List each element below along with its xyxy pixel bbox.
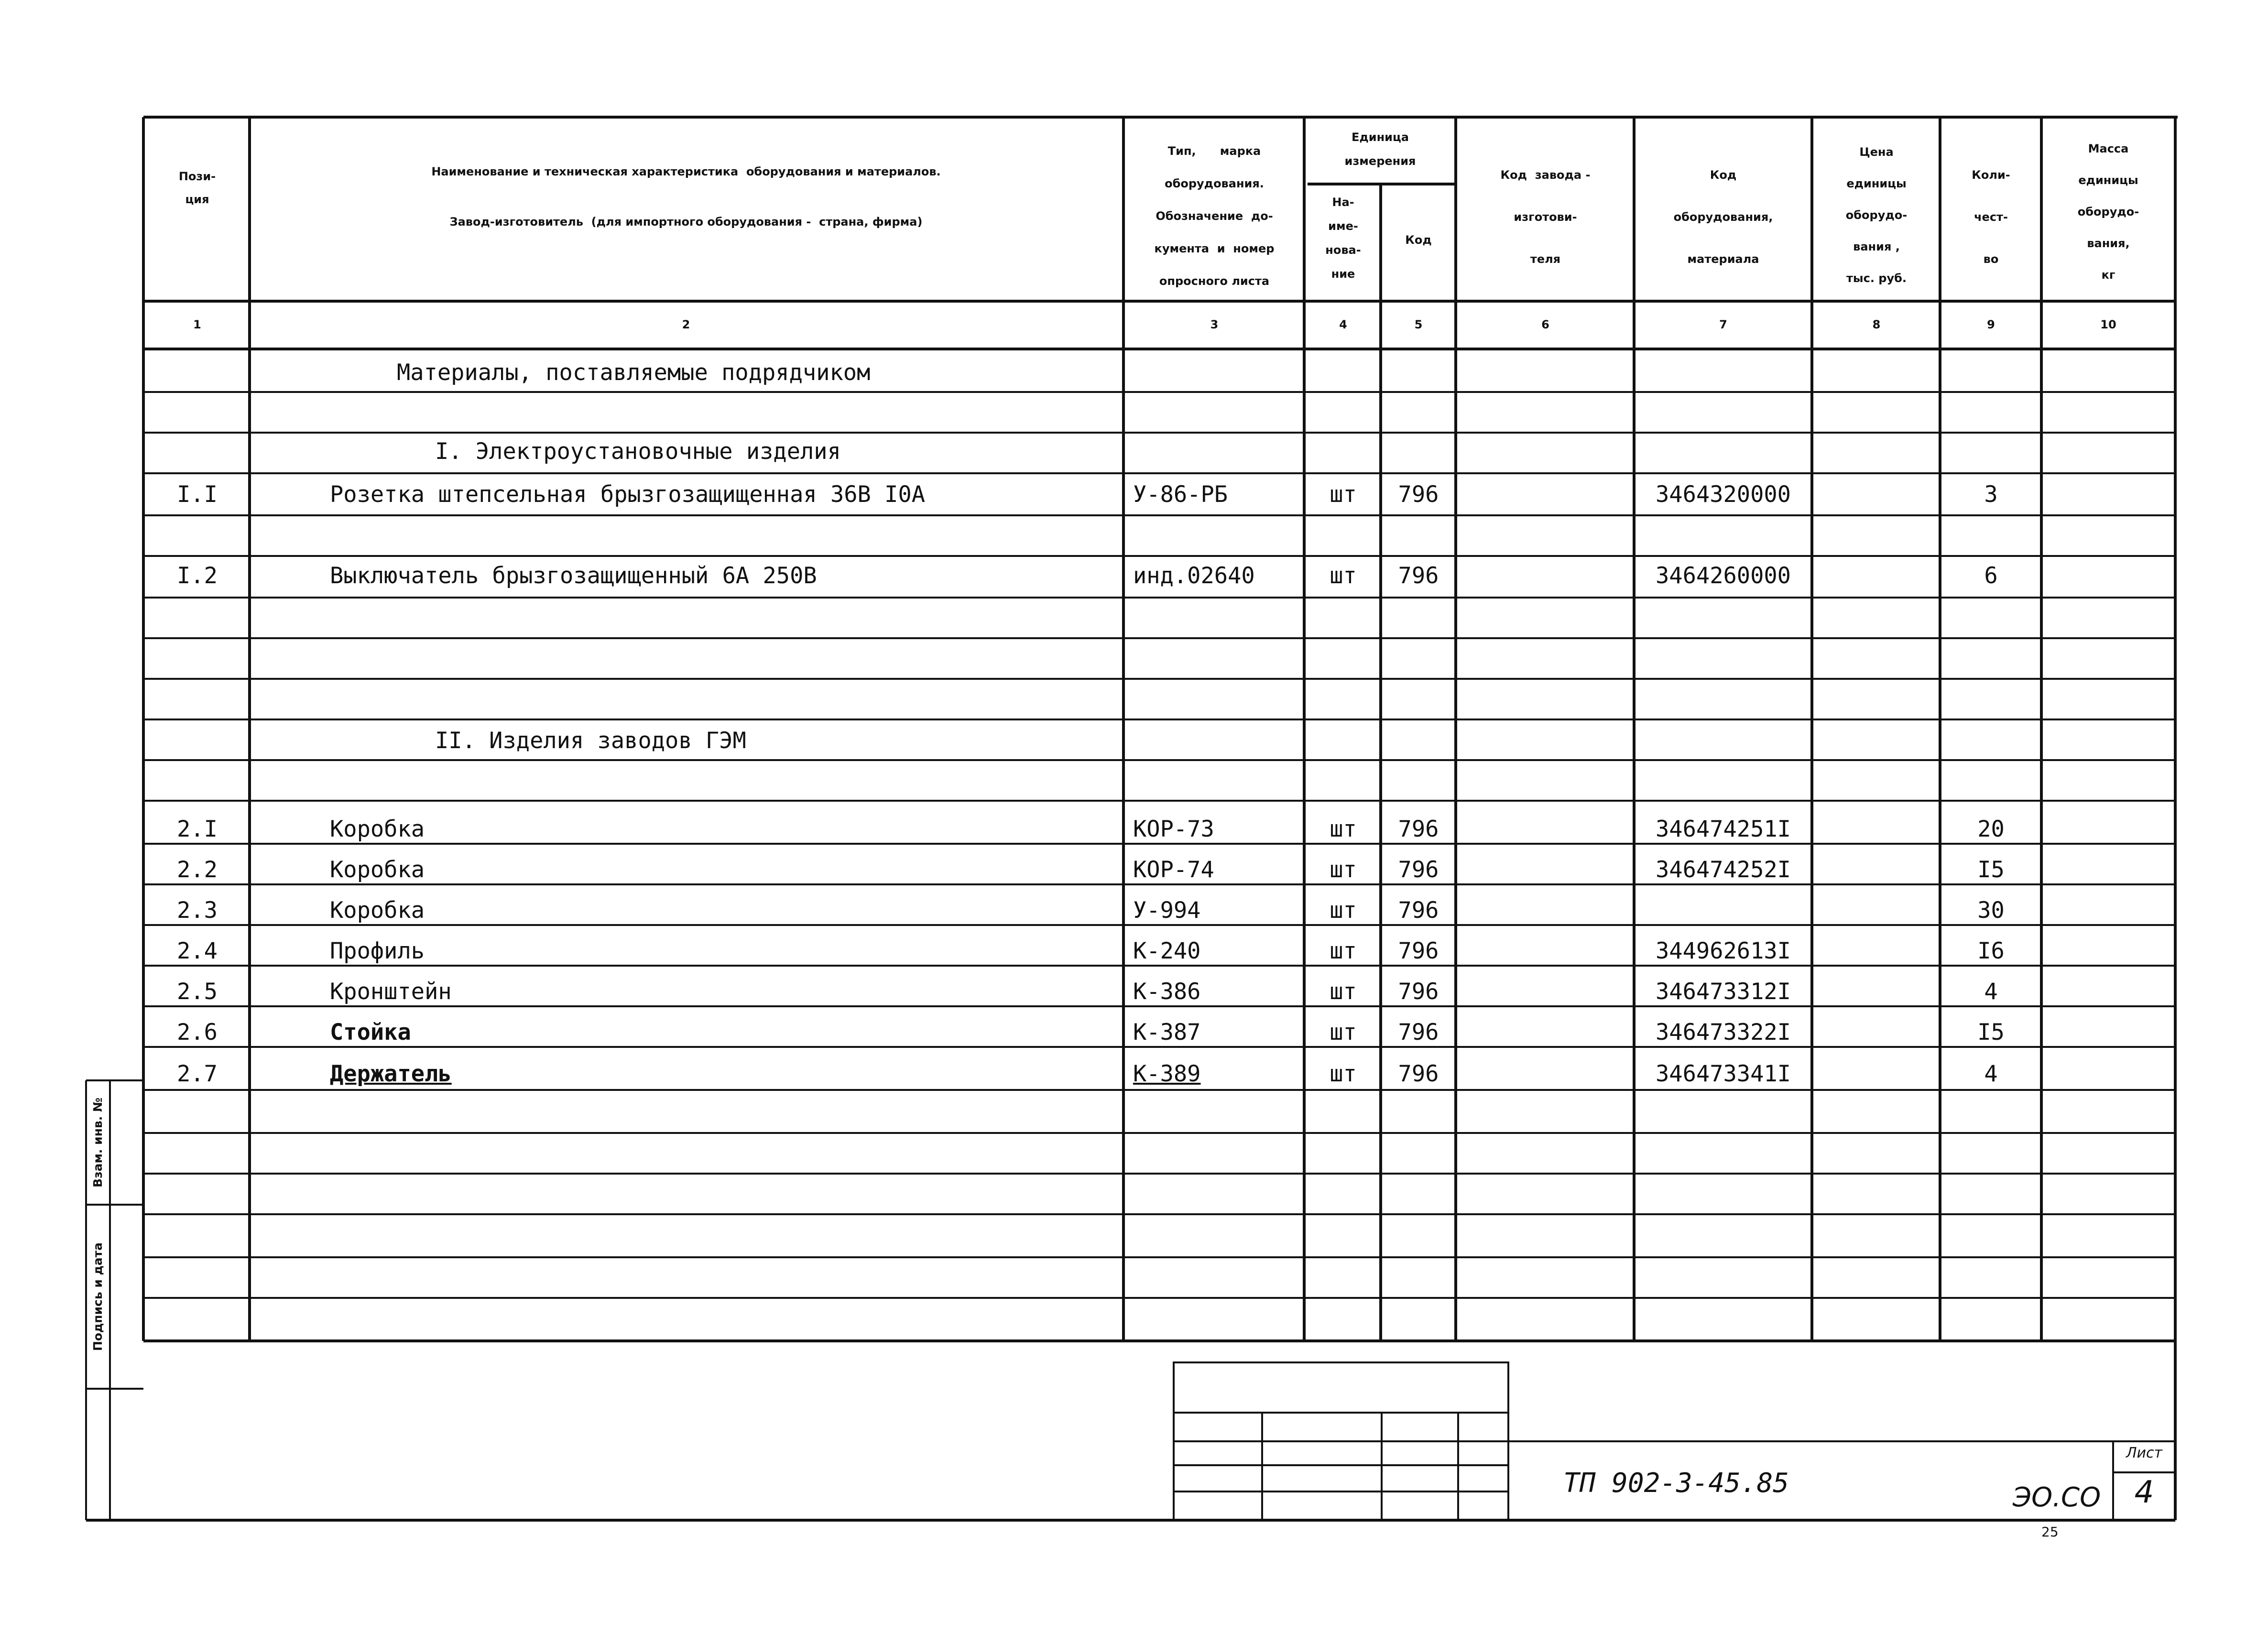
row-material-code: 346473312I [1656,979,1791,1005]
col-number-5: 5 [1414,318,1423,331]
row-quantity: 6 [1984,563,1998,589]
row-name: Кронштейн [330,979,452,1005]
row-type: У-994 [1133,897,1201,924]
row-quantity: 4 [1984,1061,1998,1087]
row-position: 2.I [177,816,218,842]
row-name: Профиль [330,938,425,964]
row-unit-code: 796 [1398,979,1439,1005]
row-unit-code: 796 [1398,938,1439,964]
row-name: Коробка [330,857,425,883]
header-unit-name: На- име- нова- ние [1325,196,1361,281]
row-position: I.I [177,481,218,508]
row-unit-code: 796 [1398,897,1439,924]
row-position: 2.3 [177,897,218,924]
header-type: Тип, марка оборудования. Обозначение до- кумента и номер опросного листа [1154,144,1275,288]
col-number-2: 2 [682,318,690,331]
row-quantity: 3 [1984,481,1998,508]
header-unit: Единица измерения [1344,131,1416,168]
row-unit-code: 796 [1398,1019,1439,1045]
header-price: Цена единицы оборудо- вания , тыс. руб. [1845,145,1908,285]
row-material-code: 346474252I [1656,857,1791,883]
row-unit: шт [1330,938,1357,964]
row-quantity: 4 [1984,979,1998,1005]
row-type: КОР-74 [1133,857,1214,883]
row-quantity: I5 [1977,857,2005,883]
header-unit-code: Код [1405,233,1432,247]
row-quantity: 30 [1977,897,2005,924]
row-material-code: 344962613I [1656,938,1791,964]
row-position: I.2 [177,563,218,589]
sheet-number: 4 [2134,1475,2154,1510]
row-name: Держатель [330,1061,452,1087]
row-position: 2.4 [177,938,218,964]
header-mass: Масса единицы оборудо- вания, кг [2077,142,2139,282]
col-number-9: 9 [1987,318,1995,331]
header-material-code: Код оборудования, материала [1673,168,1773,266]
section-title-gem: II. Изделия заводов ГЭМ [435,728,746,754]
row-position: 2.7 [177,1061,218,1087]
sub-number: 25 [2041,1524,2059,1540]
row-type: К-387 [1133,1019,1201,1045]
col-number-1: 1 [193,318,201,331]
row-unit: шт [1330,979,1357,1005]
row-unit: шт [1330,897,1357,924]
row-name: Коробка [330,816,425,842]
side-stamp-inv: Взам. инв. № [91,1098,105,1187]
row-quantity: I5 [1977,1019,2005,1045]
row-unit-code: 796 [1398,563,1439,589]
row-unit: шт [1330,481,1357,508]
header-name-line2: Завод-изготовитель (для импортного оборудования - страна, фирма) [449,215,923,229]
col-number-4: 4 [1339,318,1347,331]
col-number-8: 8 [1872,318,1881,331]
doc-code: ТП 902-3-45.85 [1563,1468,1789,1499]
header-manufacturer-code: Код завода - изготови- теля [1500,168,1591,266]
section-title-materials: Материалы, поставляемые подрядчиком [397,359,871,386]
row-material-code: 346473341I [1656,1061,1791,1087]
row-type: КОР-73 [1133,816,1214,842]
row-type: К-240 [1133,938,1201,964]
doc-mark: ЭО.СО [2013,1482,2101,1513]
row-unit: шт [1330,857,1357,883]
row-type: К-386 [1133,979,1201,1005]
col-number-7: 7 [1719,318,1727,331]
col-number-3: 3 [1210,318,1219,331]
row-name: Коробка [330,897,425,924]
col-number-10: 10 [2100,318,2116,331]
row-position: 2.2 [177,857,218,883]
row-position: 2.5 [177,979,218,1005]
row-name: Выключатель брызгозащищенный 6А 250В [330,563,817,589]
row-type: К-389 [1133,1061,1201,1087]
row-material-code: 3464260000 [1656,563,1791,589]
row-type: инд.02640 [1133,563,1255,589]
row-unit-code: 796 [1398,857,1439,883]
header-position: Пози- ция [178,170,216,206]
row-unit: шт [1330,563,1357,589]
row-material-code: 346473322I [1656,1019,1791,1045]
row-material-code: 3464320000 [1656,481,1791,508]
side-stamp-sign: Подпись и дата [91,1242,105,1351]
row-type: У-86-РБ [1133,481,1228,508]
row-name: Стойка [330,1019,411,1045]
header-quantity: Коли- чест- во [1972,168,2010,266]
row-unit: шт [1330,1019,1357,1045]
header-name-line1: Наименование и техническая характеристика оборудования и материалов. [431,165,941,178]
row-material-code: 346474251I [1656,816,1791,842]
row-quantity: I6 [1977,938,2005,964]
row-name: Розетка штепсельная брызгозащищенная 36В I0А [330,481,926,508]
row-unit: шт [1330,1061,1357,1087]
row-quantity: 20 [1977,816,2005,842]
col-number-6: 6 [1541,318,1549,331]
sheet-label: Лист [2126,1445,2163,1461]
row-unit: шт [1330,816,1357,842]
row-position: 2.6 [177,1019,218,1045]
row-unit-code: 796 [1398,816,1439,842]
section-title-electrical: I. Электроустановочные изделия [435,438,841,465]
row-unit-code: 796 [1398,481,1439,508]
row-unit-code: 796 [1398,1061,1439,1087]
